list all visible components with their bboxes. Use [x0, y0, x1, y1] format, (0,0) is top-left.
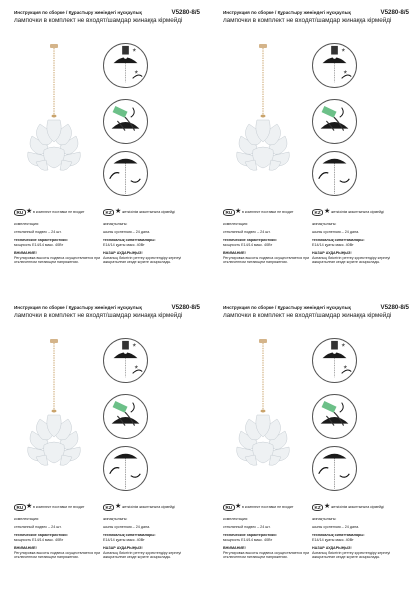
step-3-height-adjust — [312, 151, 357, 196]
kz-badge: KZ — [103, 209, 114, 216]
sheet-title: Инструкция по сборке / Құрастыру жөніндегі нұсқаулық — [14, 305, 142, 310]
star-icon: ★ — [115, 503, 122, 510]
ru-legend-note: в комплект поставки не входит — [242, 210, 294, 214]
step-3-height-adjust — [103, 446, 148, 491]
ru-glass-item: стеклянный подвес – 24 шт. — [14, 230, 62, 235]
kz-badge: KZ — [312, 504, 323, 511]
ru-warning-title: ВНИМАНИЕ! — [14, 546, 37, 551]
sheet-title: Инструкция по сборке / Құрастыру жөніндегі нұсқаулық — [223, 10, 351, 15]
step-2-wiring — [103, 394, 148, 439]
ru-glass-item: стеклянный подвес – 24 шт. — [14, 525, 62, 530]
step-3-height-adjust — [103, 151, 148, 196]
chandelier-illustration — [227, 339, 299, 477]
ru-glass-item: стеклянный подвес – 24 шт. — [223, 525, 271, 530]
star-icon: ★ — [26, 208, 33, 215]
sheet-subtitle: лампочки в комплект не входят/шамдар жинаққа кірмейді — [223, 17, 392, 24]
ru-text-column — [14, 222, 104, 269]
ru-warning-body: Регулировка высоты подвеса осуществляется при отключенном питающем напряжении. — [223, 255, 310, 265]
kz-warning-title: НАЗАР АУДАРЫҢЫЗ! — [312, 251, 352, 256]
svg-text:*: * — [132, 341, 137, 352]
step-2-wiring — [312, 394, 357, 439]
chandelier-illustration — [227, 44, 299, 182]
kz-warning-body: Аспаның биіктігін реттеу қоректендіру кернеуі ажыратылған кезде жүзеге асырылады. — [103, 550, 182, 560]
kz-warning-title: НАЗАР АУДАРЫҢЫЗ! — [103, 251, 143, 256]
ru-warning-body: Регулировка высоты подвеса осуществляется при отключенном питающем напряжении. — [14, 255, 101, 265]
star-icon: ★ — [26, 503, 33, 510]
instruction-sheet — [0, 295, 208, 589]
ru-legend-note: в комплект поставки не входит — [242, 505, 294, 509]
instruction-sheet — [0, 0, 208, 294]
step-3-height-adjust — [312, 446, 357, 491]
sheet-subtitle: лампочки в комплект не входят/шамдар жинаққа кірмейді — [14, 17, 183, 24]
ru-warning-title: ВНИМАНИЕ! — [223, 546, 246, 551]
instruction-sheet — [209, 0, 417, 294]
sheet-subtitle: лампочки в комплект не входят/шамдар жинаққа кірмейді — [223, 312, 392, 319]
ru-specs-title: технические характеристики: — [14, 533, 68, 538]
ru-kit-label: комплектация: — [223, 222, 248, 226]
ru-badge: RU — [14, 504, 26, 511]
ru-warning-body: Регулировка высоты подвеса осуществляется при отключенном питающем напряжении. — [223, 550, 310, 560]
ru-power: мощность Е14/14 макс. 40Вт — [223, 537, 273, 542]
model-number: V5280-8/5 — [171, 9, 200, 16]
sheet-header — [223, 9, 409, 24]
step-1-canopy-mount — [312, 338, 357, 383]
kz-warning-title: НАЗАР АУДАРЫҢЫЗ! — [312, 546, 352, 551]
svg-text:*: * — [341, 341, 346, 352]
ru-warning-body: Регулировка высоты подвеса осуществляется при отключенном питающем напряжении. — [14, 550, 101, 560]
ru-specs-title: технические характеристики: — [223, 238, 277, 243]
ru-power: мощность Е14/14 макс. 40Вт — [14, 537, 64, 542]
kz-power: Е14/14 қуаты макс. 40Вт — [103, 242, 145, 247]
ru-power: мощность Е14/14 макс. 40Вт — [14, 242, 64, 247]
kz-power: Е14/14 қуаты макс. 40Вт — [103, 537, 145, 542]
step-1-canopy-mount — [312, 43, 357, 88]
kz-glass-item: шыны суспензия – 24 дана. — [312, 525, 360, 530]
step-2-wiring — [103, 99, 148, 144]
sheet-header — [14, 304, 200, 319]
kz-glass-item: шыны суспензия – 24 дана. — [103, 525, 151, 530]
ru-legend-note: в комплект поставки не входит — [33, 210, 85, 214]
star-icon: ★ — [324, 208, 331, 215]
star-icon: ★ — [115, 208, 122, 215]
kz-text-column — [103, 222, 193, 269]
ru-text-column — [223, 517, 313, 564]
ru-badge: RU — [223, 504, 235, 511]
kz-legend-note: жеткізілім жиынтығына кірмейді — [122, 505, 175, 509]
kz-legend-note: жеткізілім жиынтығына кірмейді — [331, 505, 384, 509]
sheet-title: Инструкция по сборке / Құрастыру жөніндегі нұсқаулық — [14, 10, 142, 15]
sheet-header — [14, 9, 200, 24]
kz-power: Е14/14 қуаты макс. 40Вт — [312, 242, 354, 247]
ru-badge: RU — [223, 209, 235, 216]
svg-text:*: * — [343, 68, 347, 79]
star-icon: ★ — [324, 503, 331, 510]
ru-kit-label: комплектация: — [14, 222, 39, 226]
model-number: V5280-8/5 — [171, 304, 200, 311]
sheet-subtitle: лампочки в комплект не входят/шамдар жинаққа кірмейді — [14, 312, 183, 319]
kz-warning-title: НАЗАР АУДАРЫҢЫЗ! — [103, 546, 143, 551]
kz-specs-title: техникалық сипаттамалары: — [312, 533, 365, 538]
kz-warning-body: Аспаның биіктігін реттеу қоректендіру кернеуі ажыратылған кезде жүзеге асырылады. — [312, 550, 391, 560]
ru-specs-title: технические характеристики: — [223, 533, 277, 538]
ru-text-column — [223, 222, 313, 269]
legend-row — [14, 209, 204, 219]
svg-text:*: * — [341, 46, 346, 57]
star-icon: ★ — [235, 503, 242, 510]
kz-text-column — [103, 517, 193, 564]
ru-glass-item: стеклянный подвес – 24 шт. — [223, 230, 271, 235]
step-1-canopy-mount — [103, 43, 148, 88]
ru-legend-note: в комплект поставки не входит — [33, 505, 85, 509]
kz-badge: KZ — [312, 209, 323, 216]
kz-warning-body: Аспаның биіктігін реттеу қоректендіру кернеуі ажыратылған кезде жүзеге асырылады. — [312, 255, 391, 265]
kz-kit-label: жинақтылығы: — [103, 517, 128, 521]
kz-kit-label: жинақтылығы: — [312, 517, 337, 521]
ru-text-column — [14, 517, 104, 564]
model-number: V5280-8/5 — [380, 9, 409, 16]
sheet-title: Инструкция по сборке / Құрастыру жөніндегі нұсқаулық — [223, 305, 351, 310]
ru-specs-title: технические характеристики: — [14, 238, 68, 243]
star-icon: ★ — [235, 208, 242, 215]
legend-row — [223, 209, 413, 219]
kz-specs-title: техникалық сипаттамалары: — [103, 238, 156, 243]
svg-text:*: * — [343, 363, 347, 374]
kz-specs-title: техникалық сипаттамалары: — [103, 533, 156, 538]
step-1-canopy-mount — [103, 338, 148, 383]
ru-warning-title: ВНИМАНИЕ! — [14, 251, 37, 256]
ru-power: мощность Е14/14 макс. 40Вт — [223, 242, 273, 247]
ru-warning-title: ВНИМАНИЕ! — [223, 251, 246, 256]
legend-row — [223, 504, 413, 514]
legend-row — [14, 504, 204, 514]
ru-kit-label: комплектация: — [223, 517, 248, 521]
kz-text-column — [312, 517, 402, 564]
svg-text:*: * — [132, 46, 137, 57]
ru-kit-label: комплектация: — [14, 517, 39, 521]
kz-glass-item: шыны суспензия – 24 дана. — [312, 230, 360, 235]
kz-legend-note: жеткізілім жиынтығына кірмейді — [122, 210, 175, 214]
step-2-wiring — [312, 99, 357, 144]
sheet-header — [223, 304, 409, 319]
model-number: V5280-8/5 — [380, 304, 409, 311]
kz-warning-body: Аспаның биіктігін реттеу қоректендіру кернеуі ажыратылған кезде жүзеге асырылады. — [103, 255, 182, 265]
chandelier-illustration — [18, 44, 90, 182]
kz-specs-title: техникалық сипаттамалары: — [312, 238, 365, 243]
kz-legend-note: жеткізілім жиынтығына кірмейді — [331, 210, 384, 214]
kz-kit-label: жинақтылығы: — [103, 222, 128, 226]
ru-badge: RU — [14, 209, 26, 216]
kz-kit-label: жинақтылығы: — [312, 222, 337, 226]
kz-glass-item: шыны суспензия – 24 дана. — [103, 230, 151, 235]
kz-power: Е14/14 қуаты макс. 40Вт — [312, 537, 354, 542]
svg-text:*: * — [134, 68, 138, 79]
kz-badge: KZ — [103, 504, 114, 511]
chandelier-illustration — [18, 339, 90, 477]
instruction-sheet — [209, 295, 417, 589]
svg-text:*: * — [134, 363, 138, 374]
kz-text-column — [312, 222, 402, 269]
